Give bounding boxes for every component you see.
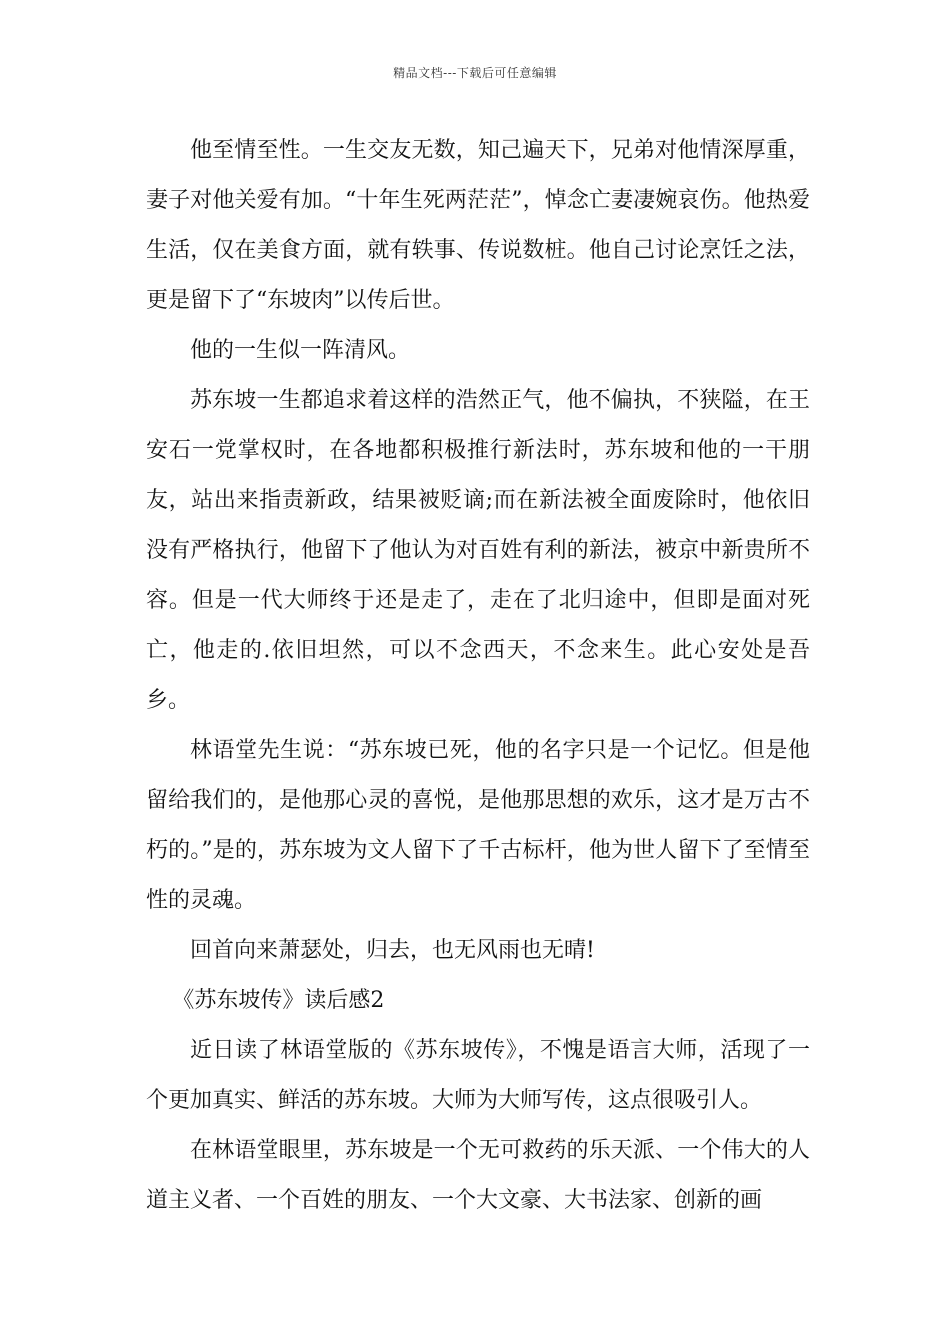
paragraph: 林语堂先生说：“苏东坡已死，他的名字只是一个记忆。但是他留给我们的，是他那心灵的喜悦，是他那思想的欢乐，这才是万古不朽的。”是的，苏东坡为文人留下了千古标杆，他为世人留下了至情至性的灵魂。 bbox=[146, 738, 810, 913]
paragraph: 在林语堂眼里，苏东坡是一个无可救药的乐天派、一个伟大的人道主义者、一个百姓的朋友、一个大文豪、大书法家、创新的画 bbox=[146, 1138, 810, 1213]
paragraph: 他的一生似一阵清风。 bbox=[190, 338, 411, 363]
page-header: 精品文档---下载后可任意编辑 bbox=[393, 66, 557, 80]
document-body bbox=[146, 126, 810, 1226]
section-title: 《苏东坡传》读后感2 bbox=[172, 988, 385, 1013]
paragraph: 他至情至性。一生交友无数，知己遍天下，兄弟对他情深厚重，妻子对他关爱有加。“十年生死两茫茫”，悼念亡妻凄婉哀伤。他热爱生活，仅在美食方面，就有轶事、传说数桩。他自己讨论烹饪之法，更是留下了“东坡肉”以传后世。 bbox=[146, 138, 810, 313]
paragraph: 回首向来萧瑟处，归去，也无风雨也无晴! bbox=[190, 938, 595, 963]
paragraph: 近日读了林语堂版的《苏东坡传》，不愧是语言大师，活现了一个更加真实、鲜活的苏东坡。大师为大师写传，这点很吸引人。 bbox=[146, 1038, 810, 1113]
paragraph: 苏东坡一生都追求着这样的浩然正气，他不偏执，不狭隘，在王安石一党掌权时，在各地都积极推行新法时，苏东坡和他的一干朋友，站出来指责新政，结果被贬谪;而在新法被全面废除时，他依旧没有严格执行，他留下了他认为对百姓有利的新法，被京中新贵所不容。但是一代大师终于还是走了，走在了北归途中，但即是面对死亡，他走的.依旧坦然，可以不念西天，不念来生。此心安处是吾乡。 bbox=[146, 388, 810, 713]
